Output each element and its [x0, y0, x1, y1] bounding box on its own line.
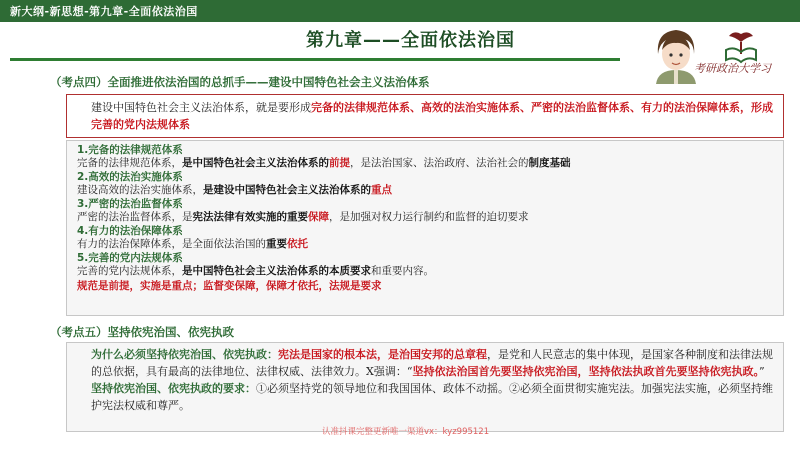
- list-item: [77, 144, 773, 171]
- intro-highlight: 完备的法律规范体系、高效的法治实施体系、严密的法治监督体系、有力的法治保障体系，形成完善的党内法规体系: [91, 101, 773, 131]
- intro-text: 建设中国特色社会主义法治体系，就是要形成: [91, 101, 311, 114]
- item-title: 3.严密的法治监督体系: [77, 198, 183, 210]
- section-heading-4: （考点四）全面推进依法治国的总抓手——建设中国特色社会主义法治体系: [50, 75, 430, 89]
- item-body: 严密的法治监督体系，是宪法法律有效实施的重要保障，是加强对权力运行制约和监督的迫切要求: [77, 211, 529, 223]
- item-body: 完善的党内法规体系，是中国特色社会主义法治体系的本质要求和重要内容。: [77, 265, 434, 277]
- breadcrumb: 新大纲-新思想-第九章-全面依法治国: [10, 5, 198, 18]
- intro-paragraph: [77, 99, 773, 133]
- item-body: 建设高效的法治实施体系，是建设中国特色社会主义法治体系的重点: [77, 184, 392, 196]
- item-body: 完备的法律规范体系，是中国特色社会主义法治体系的前提，是法治国家、法治政府、法治社会的制度基础: [77, 157, 571, 169]
- page-title: 第九章——全面依法治国: [306, 30, 515, 51]
- item-body: 有力的法治保障体系，是全面依法治国的重要依托: [77, 238, 308, 250]
- intro-box: [66, 94, 784, 138]
- watermark-text: 认准抖课完整更新唯一渠道vx：kyz995121: [322, 427, 490, 437]
- top-bar: [0, 0, 800, 22]
- item-title: 2.高效的法治实施体系: [77, 171, 183, 183]
- list-item: [77, 252, 773, 279]
- question-2: 坚持依宪治国、依宪执政的要求：①必须坚持党的领导地位和我国国体、政体不动摇。②必须全面贯彻实施宪法。加强宪法实施，必须坚持维护宪法权威和尊严。: [91, 382, 773, 412]
- constitution-box: [66, 342, 784, 432]
- list-item: [77, 171, 773, 198]
- question-label: 坚持依宪治国、依宪执政的要求：: [91, 382, 256, 395]
- item-title: 4.有力的法治保障体系: [77, 225, 183, 237]
- question-1: 为什么必须坚持依宪治国、依宪执政：宪法是国家的根本法，是治国安邦的总章程，是党和人民意志的集中体现，是国家各种制度和法律法规的总依据，具有最高的法律地位、法律权威、法律效力。X强调：“坚持依法治国首先要坚持依宪治国，坚持依法执政首先要坚持依宪执政。”: [91, 348, 773, 378]
- systems-box: [66, 140, 784, 316]
- item-title: 1.完备的法律规范体系: [77, 144, 183, 156]
- title-divider: [10, 58, 620, 61]
- summary-line: 规范是前提，实施是重点；监督变保障，保障才依托，法规是要求: [77, 280, 382, 292]
- brand-name: 考研政治大学习: [694, 62, 771, 75]
- list-item: [77, 198, 773, 225]
- list-item: [77, 225, 773, 252]
- question-label: 为什么必须坚持依宪治国、依宪执政：: [91, 348, 278, 361]
- section-heading-5: （考点五）坚持依宪治国、依宪执政: [50, 325, 234, 339]
- item-title: 5.完善的党内法规体系: [77, 252, 183, 264]
